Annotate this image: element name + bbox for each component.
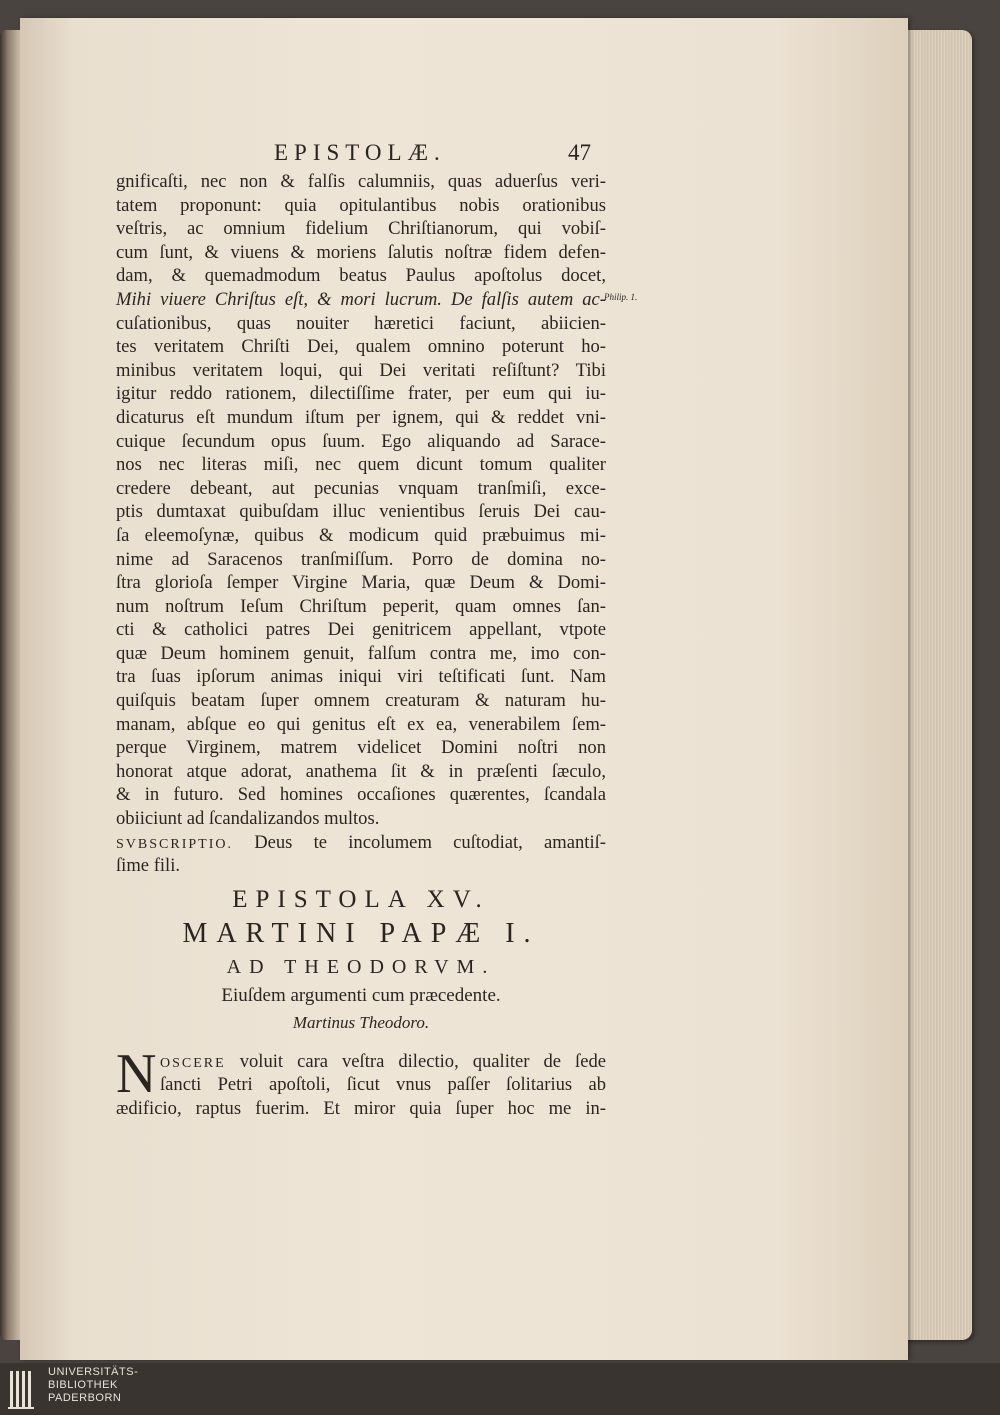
body-line: nos nec literas miſi, nec quem dicunt tomum qualiter xyxy=(116,454,606,476)
body-line: perque Virginem, matrem videlicet Domini noſtri non xyxy=(116,737,606,759)
body-line: honorat atque adorat, anathema ſit & in præſenti ſæculo, xyxy=(116,760,606,782)
subscriptio-line xyxy=(116,831,606,855)
body-line: dam, & quemadmodum beatus Paulus apoſtolus docet, xyxy=(116,265,606,287)
body-line: nime ad Saracenos tranſmiſſum. Porro de domina no- xyxy=(116,548,606,570)
library-logo-icon xyxy=(8,1367,36,1411)
body-line: tes veritatem Chriſti Dei, qualem omnino poterunt ho- xyxy=(116,336,606,358)
text-block xyxy=(116,140,606,1121)
body-line: dicaturus eſt mundum iſtum per ignem, qui & reddet vni- xyxy=(116,406,606,428)
epistle-argument: Eiuſdem argumenti cum præcedente. xyxy=(221,984,501,1006)
opening-line-2: ſancti Petri apoſtoli, ſicut vnus paſſer ſolitarius ab xyxy=(160,1074,606,1096)
drop-capital: N xyxy=(116,1042,157,1105)
logo-line-1: UNIVERSITÄTS- xyxy=(48,1366,139,1378)
body-line: ſtra glorioſa ſemper Virgine Maria, quæ Deum & Domi- xyxy=(116,572,606,594)
logo-line-3: PADERBORN xyxy=(48,1392,122,1404)
epistle-author: MARTINI PAPÆ I. xyxy=(182,917,540,949)
opening-line-1 xyxy=(116,1050,606,1074)
body-line: veſtris, ac omnium fidelium Chriſtianorum, qui vobiſ- xyxy=(116,218,606,240)
marginal-note: Philip. 1. xyxy=(604,292,638,302)
subscriptio-line-2: ſime fili. xyxy=(116,855,181,877)
opening-paragraph xyxy=(116,1042,606,1121)
body-line: quæ Deum hominem genuit, falſum contra me, imo con- xyxy=(116,642,606,664)
body-line: cuſationibus, quas nouiter hæretici faciunt, abiicien- xyxy=(116,312,606,334)
body-line: ſa eleemoſynæ, quibus & modicum quid præbuimus mi- xyxy=(116,524,606,546)
footer-bar xyxy=(0,1363,1000,1415)
opening-line-1-text: voluit cara veſtra dilectio, qualiter de ſede xyxy=(239,1050,606,1072)
body-line: obiiciunt ad ſcandalizandos multos. xyxy=(116,808,380,830)
opening-smallcaps: OSCERE xyxy=(160,1055,226,1071)
previous-page-edge xyxy=(0,30,22,1340)
running-head xyxy=(116,140,606,170)
body-line: tatem proponunt: quia opitulantibus nobis orationibus xyxy=(116,194,606,216)
body-line: quiſquis beatam ſuper omnem creaturam & naturam hu- xyxy=(116,690,606,712)
body-line: minibus veritatem loqui, qui Dei veritati reſiſtunt? Tibi xyxy=(116,359,606,381)
running-head-title: EPISTOLÆ. xyxy=(274,140,446,165)
body-text xyxy=(116,170,606,878)
body-line: cti & catholici patres Dei genitricem appellant, vtpote xyxy=(116,619,606,641)
subscriptio-label: SVBSCRIPTIO. xyxy=(116,836,233,852)
body-line: cum ſunt, & viuens & moriens ſalutis noſtræ fidem defen- xyxy=(116,241,606,263)
page-number: 47 xyxy=(568,140,591,165)
body-line: & in futuro. Sed homines occaſiones quærentes, ſcandala xyxy=(116,784,606,806)
library-logo-text xyxy=(48,1366,138,1405)
page-block-edge xyxy=(904,30,972,1340)
body-line: gnificaſti, nec non & falſis calumniis, quas aduerſus veri- xyxy=(116,171,606,192)
body-line: credere debeant, aut pecunias vnquam tranſmiſi, exce- xyxy=(116,477,606,499)
opening-line-3: ædificio, raptus fuerim. Et miror quia ſuper hoc me in- xyxy=(116,1098,606,1119)
body-line: igitur reddo rationem, dilectiſſime frater, per eum qui iu- xyxy=(116,383,606,405)
epistle-number: EPISTOLA XV. xyxy=(232,885,490,913)
subscriptio-text: Deus te incolumem cuſtodiat, amantiſ- xyxy=(254,831,606,853)
body-line: cuique ſecundum opus ſuum. Ego aliquando ad Sarace- xyxy=(116,430,606,452)
logo-line-2: BIBLIOTHEK xyxy=(48,1379,118,1391)
body-line: num noſtrum Ieſum Chriſtum peperit, quam omnes ſan- xyxy=(116,595,606,617)
epistle-heading xyxy=(116,884,606,1036)
body-line: ptis dumtaxat quibuſdam illuc venientibus ſeruis Dei cau- xyxy=(116,501,606,523)
body-line: manam, abſque eo qui genitus eſt ex ea, venerabilem ſem- xyxy=(116,713,606,735)
body-line-quotation: Mihi viuere Chriſtus eſt, & mori lucrum. De falſis autem ac- xyxy=(116,288,606,310)
epistle-addressee: AD THEODORVM. xyxy=(226,955,496,978)
body-line: tra ſuas ipſorum animas iniqui viri teſtificati ſunt. Nam xyxy=(116,666,606,688)
epistle-salutation: Martinus Theodoro. xyxy=(292,1012,430,1032)
